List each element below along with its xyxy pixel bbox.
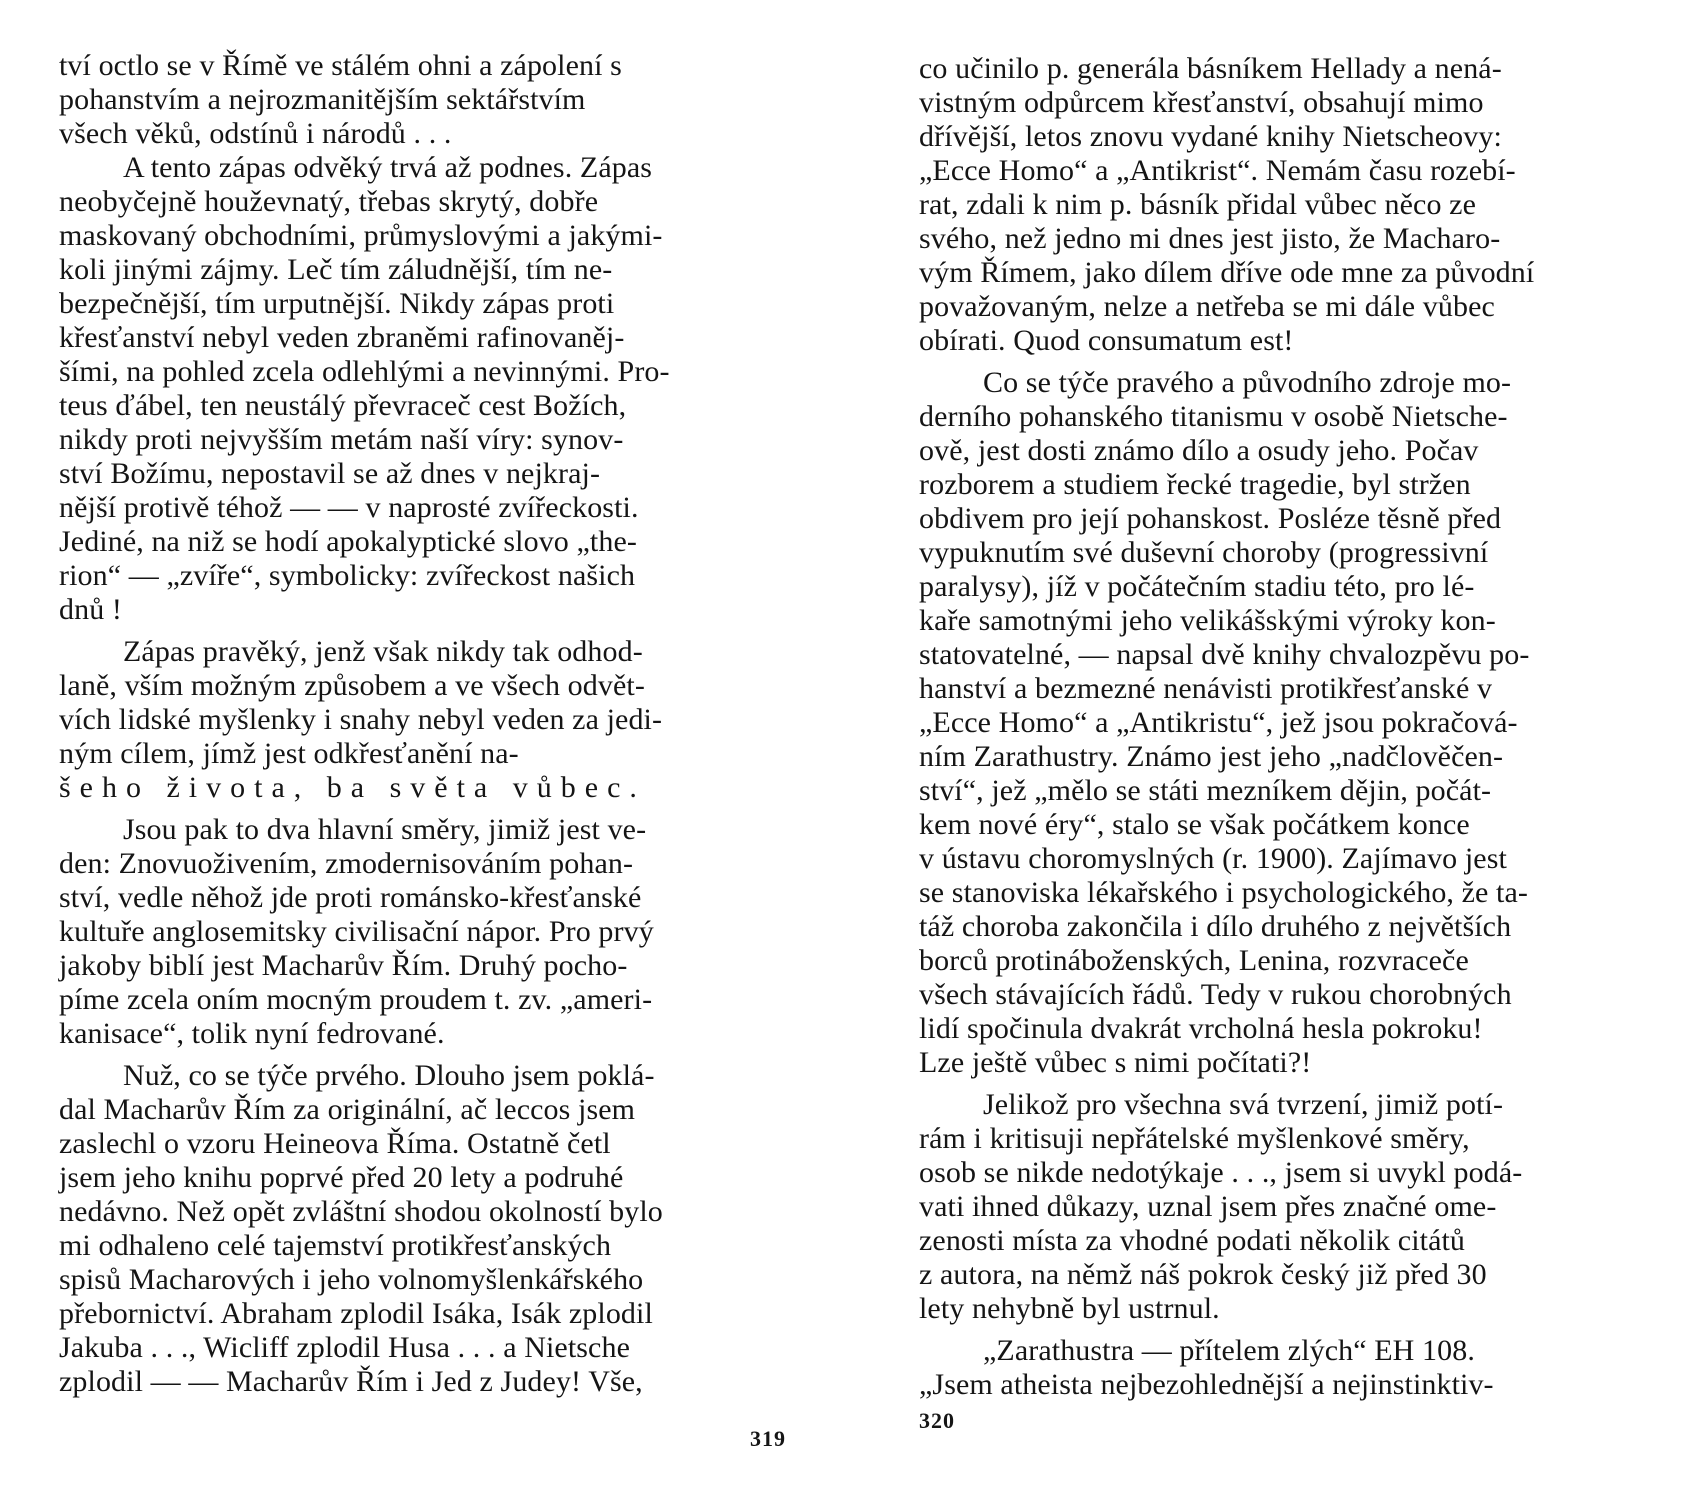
text-line: vým Římem, jako dílem dříve ode mne za původní	[919, 256, 1535, 289]
text-line: zaslechl o vzoru Heineova Říma. Ostatně četl	[59, 1127, 611, 1160]
text-line: šími, na pohled zcela odlehlými a nevinnými. Pro-	[59, 355, 670, 388]
text-line: jakoby biblí jest Macharův Řím. Druhý pocho-	[59, 949, 628, 982]
text-line: dřívější, letos znovu vydané knihy Nietscheovy:	[919, 120, 1502, 153]
text-line: kanisace“, tolik nyní fedrované.	[59, 1017, 445, 1050]
text-line: maskovaný obchodními, průmyslovými a jakými-	[59, 219, 663, 252]
text-line: zenosti místa za vhodné podati několik citátů	[919, 1224, 1466, 1257]
text-line: jsem jeho knihu poprvé před 20 lety a podruhé	[59, 1161, 624, 1194]
text-line: paralysy), jíž v počátečním stadiu této, pro lé-	[919, 570, 1475, 603]
text-line: Jakuba . . ., Wicliff zplodil Husa . . . a Nietsche	[59, 1331, 630, 1364]
text-line: ným cílem, jímž jest odkřesťanění na-	[59, 737, 519, 770]
text-line: považovaným, nelze a netřeba se mi dále vůbec	[919, 290, 1495, 323]
page-number: 320	[919, 1408, 955, 1433]
text-line: koli jinými zájmy. Leč tím záludnější, tím ne-	[59, 253, 613, 286]
text-line: laně, vším možným způsobem a ve všech odvět-	[59, 669, 645, 702]
text-line: spisů Macharových i jeho volnomyšlenkářského	[59, 1263, 644, 1296]
text-line: vistným odpůrcem křesťanství, obsahují mimo	[919, 86, 1484, 119]
text-line: Jsou pak to dva hlavní směry, jimiž jest ve-	[123, 813, 647, 846]
text-line: rion“ — „zvíře“, symbolicky: zvířeckost našich	[59, 559, 636, 592]
text-line: rat, zdali k nim p. básník přidal vůbec něco ze	[919, 188, 1477, 221]
text-line: lety nehybně byl ustrnul.	[919, 1292, 1220, 1325]
text-line: derního pohanského titanismu v osobě Nietsche-	[919, 400, 1508, 433]
text-line: kultuře anglosemitsky civilisační nápor. Pro prvý	[59, 915, 654, 948]
text-line: v ústavu choromyslných (r. 1900). Zajímavo jest	[919, 842, 1507, 875]
text-line: nikdy proti nejvyšším metám naší víry: synov-	[59, 423, 624, 456]
text-line: Jediné, na niž se hodí apokalyptické slovo „the-	[59, 525, 637, 558]
text-line: zplodil — — Macharův Řím i Jed z Judey! Vše,	[59, 1365, 643, 1398]
text-line: mi odhaleno celé tajemství protikřesťanských	[59, 1229, 612, 1262]
text-line: ním Zarathustry. Známo jest jeho „nadčlověčen-	[919, 740, 1504, 773]
text-line: píme zcela oním mocným proudem t. zv. „ameri-	[59, 983, 653, 1016]
text-line: vypuknutím své duševní choroby (progressivní	[919, 536, 1489, 569]
text-line: vati ihned důkazy, uznal jsem přes značné ome-	[919, 1190, 1497, 1223]
text-line: kem nové éry“, stalo se však počátkem konce	[919, 808, 1470, 841]
text-line: Co se týče pravého a původního zdroje mo-	[983, 366, 1512, 399]
text-line: co učinilo p. generála básníkem Hellady a nená-	[919, 52, 1502, 85]
text-line: „Ecce Homo“ a „Antikrist“. Nemám času rozebí-	[919, 154, 1516, 187]
text-line: tví octlo se v Římě ve stálém ohni a zápolení s	[59, 49, 622, 82]
page-number: 319	[750, 1426, 786, 1451]
text-line: teus ďábel, ten neustálý převraceč cest Božích,	[59, 389, 627, 422]
text-line: dnů !	[59, 593, 122, 626]
text-line: „Ecce Homo“ a „Antikristu“, jež jsou pokračová-	[919, 706, 1518, 739]
text-line: „Jsem atheista nejbezohlednější a nejinstinktiv-	[919, 1368, 1494, 1401]
text-line: borců protináboženských, Lenina, rozvraceče	[919, 944, 1469, 977]
text-line: den: Znovuoživením, zmodernisováním pohan-	[59, 847, 634, 880]
text-line: šeho života, ba světa vůbec.	[59, 771, 646, 804]
text-line: všech stávajících řádů. Tedy v rukou chorobných	[919, 978, 1512, 1011]
text-line: rozborem a studiem řecké tragedie, byl stržen	[919, 468, 1471, 501]
text-line: pohanstvím a nejrozmanitějším sektářstvím	[59, 83, 586, 116]
text-line: křesťanství nebyl veden zbraněmi rafinovaněj-	[59, 321, 625, 354]
text-line: všech věků, odstínů i národů . . .	[59, 117, 452, 150]
text-line: statovatelné, — napsal dvě knihy chvalozpěvu po-	[919, 638, 1530, 671]
text-line: dal Macharův Řím za originální, ač leccos jsem	[59, 1093, 636, 1126]
text-line: vích lidské myšlenky i snahy nebyl veden za jedi-	[59, 703, 663, 736]
text-line: kaře samotnými jeho velikášskými výroky kon-	[919, 604, 1496, 637]
text-line: ství“, jež „mělo se státi mezníkem dějin, počát-	[919, 774, 1492, 807]
text-line: obírati. Quod consumatum est!	[919, 324, 1294, 357]
text-line: z autora, na němž náš pokrok český již před 30	[919, 1258, 1487, 1291]
text-line: obdivem pro její pohanskost. Posléze těsně před	[919, 502, 1502, 535]
text-line: ově, jest dosti známo dílo a osudy jeho. Počav	[919, 434, 1479, 467]
text-line: Jelikož pro všechna svá tvrzení, jimiž potí-	[983, 1088, 1504, 1121]
text-line: nější protivě téhož — — v naprosté zvířeckosti.	[59, 491, 639, 524]
text-line: táž choroba zakončila i dílo druhého z největších	[919, 910, 1512, 943]
text-line: lidí spočinula dvakrát vrcholná hesla pokroku!	[919, 1012, 1483, 1045]
right-page	[846, 0, 1692, 1500]
text-line: hanství a bezmezné nenávisti protikřesťanské v	[919, 672, 1493, 705]
text-line: svého, než jedno mi dnes jest jisto, že Macharo-	[919, 222, 1501, 255]
text-line: se stanoviska lékařského i psychologického, že ta-	[919, 876, 1528, 909]
text-line: bezpečnější, tím urputnější. Nikdy zápas proti	[59, 287, 615, 320]
text-line: „Zarathustra — přítelem zlých“ EH 108.	[983, 1334, 1475, 1367]
text-line: nedávno. Než opět zvláštní shodou okolností bylo	[59, 1195, 663, 1228]
text-line: A tento zápas odvěký trvá až podnes. Zápas	[123, 151, 653, 184]
text-line: Nuž, co se týče prvého. Dlouho jsem poklá-	[123, 1059, 655, 1092]
text-line: ství Božímu, nepostavil se až dnes v nejkraj-	[59, 457, 601, 490]
text-line: Lze ještě vůbec s nimi počítati?!	[919, 1046, 1312, 1079]
text-line: neobyčejně houževnatý, třebas skrytý, dobře	[59, 185, 599, 218]
text-line: rám i kritisuji nepřátelské myšlenkové směry,	[919, 1122, 1470, 1155]
text-line: ství, vedle něhož jde proti románsko-křesťanské	[59, 881, 642, 914]
text-line: přebornictví. Abraham zplodil Isáka, Isák zplodil	[59, 1297, 653, 1330]
text-line: osob se nikde nedotýkaje . . ., jsem si uvykl podá-	[919, 1156, 1523, 1189]
text-line: Zápas pravěký, jenž však nikdy tak odhod-	[123, 635, 643, 668]
